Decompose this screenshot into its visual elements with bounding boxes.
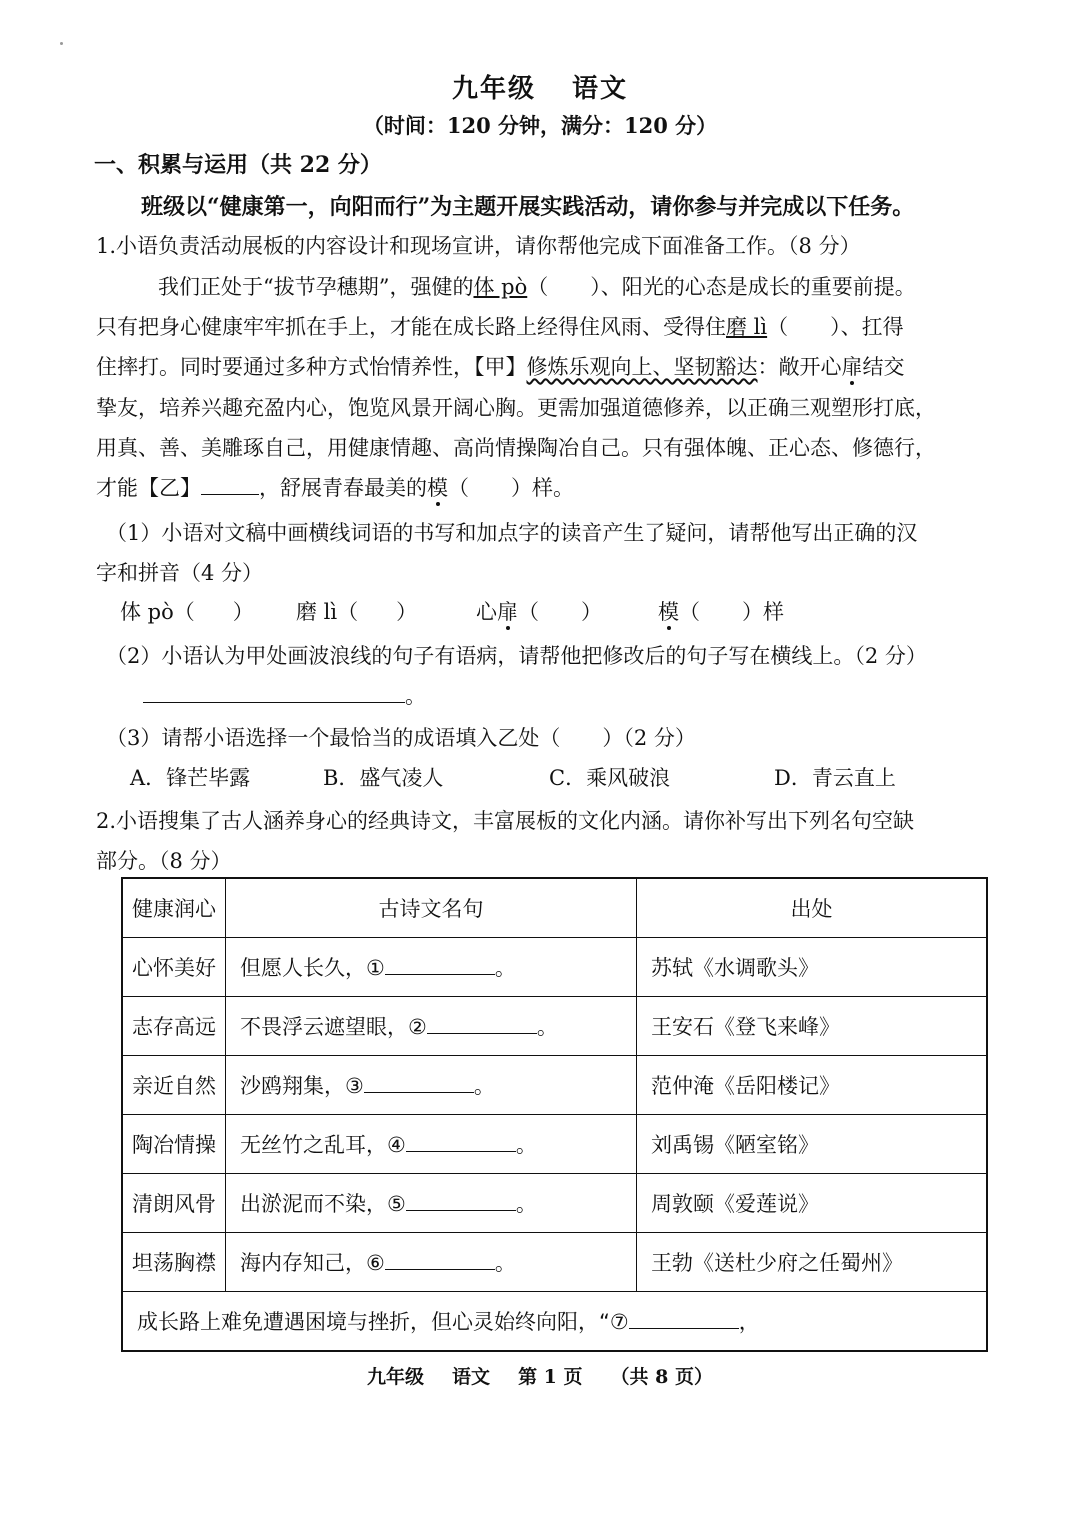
exam-info: （时间：120 分钟，满分：120 分） — [362, 113, 718, 138]
poem-table — [121, 877, 988, 1352]
sub1-line-2: 字和拼音（4 分） — [96, 561, 264, 585]
sub3-question: （3）请帮小语选择一个最恰当的成语填入乙处（ ）（2 分） — [106, 726, 696, 750]
table-row: 志存高远 不畏浮云遮望眼，② 。 王安石《登飞来峰》 — [122, 997, 987, 1056]
table-row-last: 成长路上难免遭遇困境与挫折，但心灵始终向阳，“⑦ ， — [122, 1292, 987, 1352]
scan-speck — [60, 42, 63, 45]
answer-blank — [143, 702, 405, 703]
fill-blank-2 — [427, 1013, 537, 1034]
fill-blank-7 — [629, 1308, 739, 1329]
table-row: 心怀美好 但愿人长久，① 。 苏轼《水调歌头》 — [122, 938, 987, 997]
underlined-word-mo: 磨 lì — [726, 315, 768, 339]
section-intro: 班级以“健康第一，向阳而行”为主题开展实践活动，请你参与并完成以下任务。 — [141, 194, 915, 220]
sub2-question: （2）小语认为甲处画波浪线的句子有语病，请帮他把修改后的句子写在横线上。（2 分） — [106, 644, 927, 668]
option-a: A．锋芒毕露 — [130, 766, 251, 790]
option-b: B．盛气凌人 — [323, 766, 444, 790]
q2-stem-line-2: 部分。（8 分） — [96, 849, 232, 873]
table-row: 坦荡胸襟 海内存知己，⑥ 。 王勃《送杜少府之任蜀州》 — [122, 1233, 987, 1292]
passage-line-2: 只有把身心健康牢牢抓在手上，才能在成长路上经得住风雨、受得住磨 lì（ ）、扛得 — [96, 315, 904, 339]
answer-item-3: 心扉（ ） — [476, 600, 602, 624]
passage-line-1: 我们正处于“拔节孕穗期”，强健的体 pò（ ）、阳光的心态是成长的重要前提。 — [158, 275, 916, 299]
fill-blank-4 — [406, 1131, 516, 1152]
fill-blank-5 — [406, 1190, 516, 1211]
header-quote: 古诗文名句 — [226, 878, 637, 938]
header-source: 出处 — [637, 878, 988, 938]
table-row: 清朗风骨 出淤泥而不染，⑤ 。 周敦颐《爱莲说》 — [122, 1174, 987, 1233]
page-title — [0, 68, 1080, 105]
section-heading: 一、积累与运用（共 22 分） — [94, 152, 382, 178]
sub1-line-1: （1）小语对文稿中画横线词语的书写和加点字的读音产生了疑问，请帮他写出正确的汉 — [106, 521, 918, 545]
blank-yi — [201, 494, 259, 495]
table-header-row — [122, 878, 987, 938]
answer-item-4: 模（ ）样 — [658, 600, 784, 624]
title-subject: 语文 — [572, 74, 629, 104]
q1-stem: 1.小语负责活动展板的内容设计和现场宣讲，请你帮他完成下面准备工作。（8 分） — [96, 234, 861, 258]
dotted-char-mo: 模 — [427, 476, 448, 500]
answer-item-2: 磨 lì（ ） — [296, 600, 418, 624]
answer-item-1: 体 pò（ ） — [120, 600, 254, 624]
passage-line-3: 住摔打。同时要通过多种方式怡情养性，【甲】修炼乐观向上、坚韧豁达：敞开心扉结交 — [96, 355, 905, 379]
passage-line-5: 用真、善、美雕琢自己，用健康情趣、高尚情操陶冶自己。只有强体魄、正心态、修德行， — [96, 436, 936, 460]
fill-blank-1 — [385, 954, 495, 975]
table-row: 亲近自然 沙鸥翔集，③ 。 范仲淹《岳阳楼记》 — [122, 1056, 987, 1115]
passage-line-4: 挚友，培养兴趣充盈内心，饱览风景开阔心胸。更需加强道德修养，以正确三观塑形打底， — [96, 396, 936, 420]
wavy-sentence-jia: 修炼乐观向上、坚韧豁达 — [526, 355, 758, 379]
option-d: D．青云直上 — [774, 766, 896, 790]
page-footer: 九年级 语文 第 1 页 （共 8 页） — [367, 1366, 713, 1388]
passage-line-6: 才能【乙】 ，舒展青春最美的模（ ）样。 — [96, 476, 574, 500]
q2-stem-line-1: 2.小语搜集了古人涵养身心的经典诗文，丰富展板的文化内涵。请你补写出下列名句空缺 — [96, 809, 915, 833]
underlined-word-ti: 体 pò — [473, 275, 528, 299]
option-c: C．乘风破浪 — [549, 766, 671, 790]
title-grade: 九年级 — [451, 74, 536, 104]
fill-blank-3 — [364, 1072, 474, 1093]
table-row: 陶冶情操 无丝竹之乱耳，④ 。 刘禹锡《陋室铭》 — [122, 1115, 987, 1174]
sub2-answer-line: 。 — [143, 680, 426, 710]
dotted-char-fei: 扉 — [841, 355, 863, 379]
fill-blank-6 — [385, 1249, 495, 1270]
header-theme: 健康润心 — [122, 878, 226, 938]
